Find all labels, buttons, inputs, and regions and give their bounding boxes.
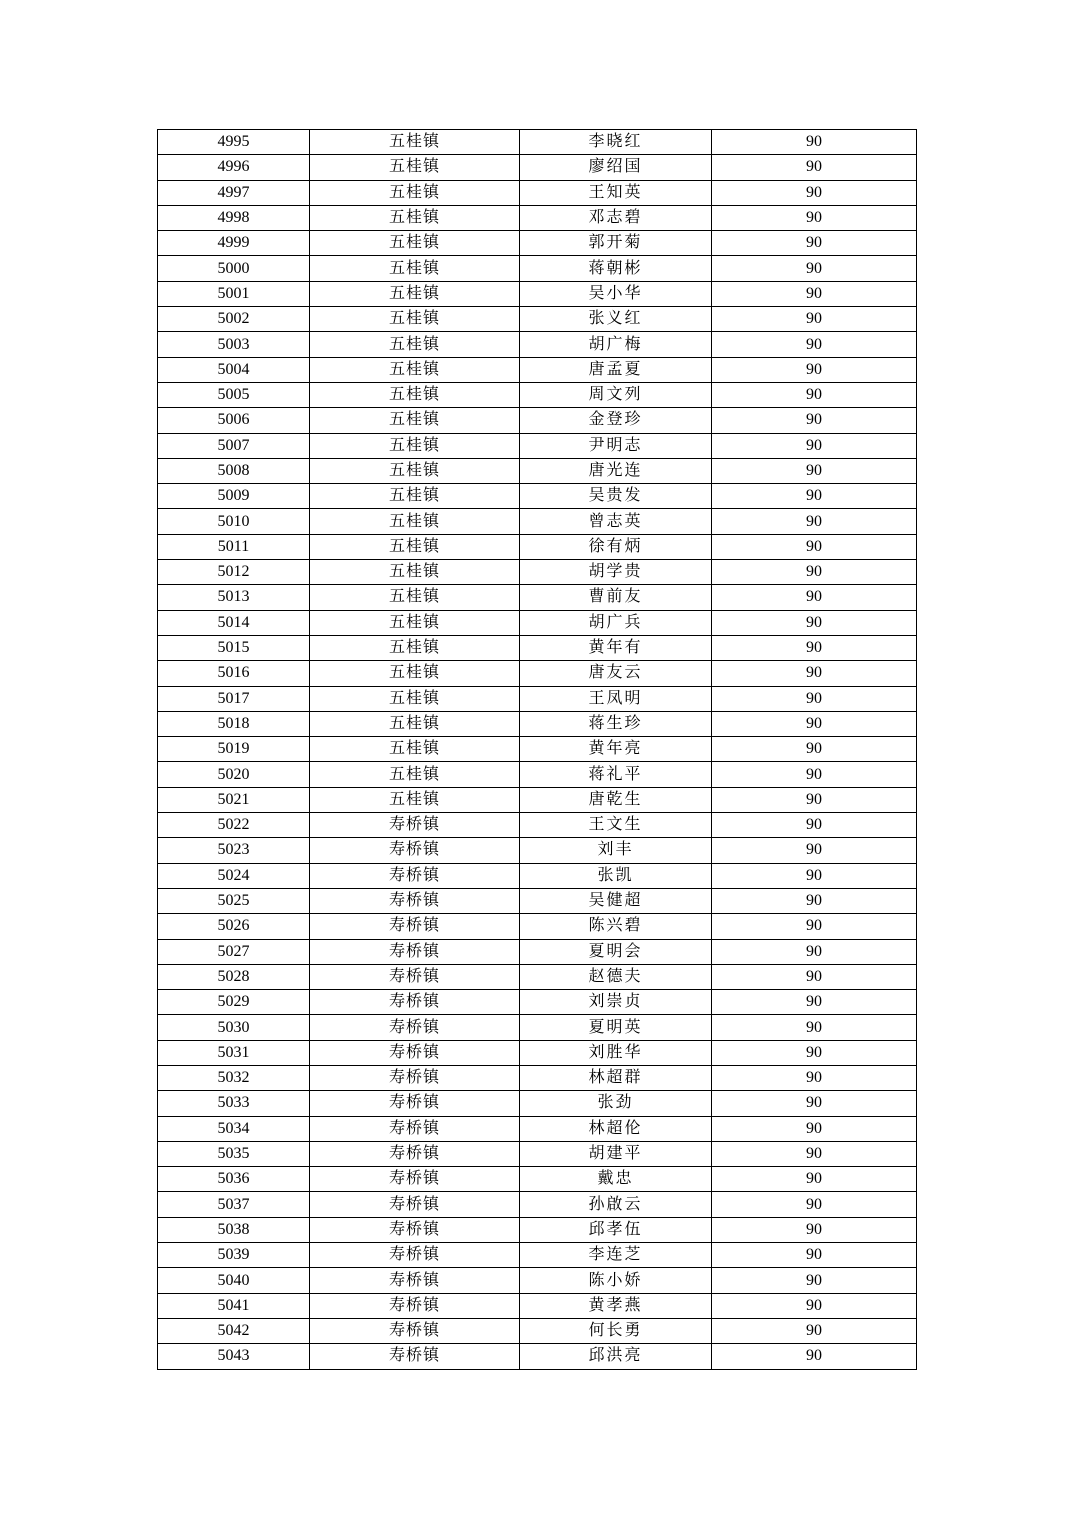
town-cell: 五桂镇 — [310, 408, 520, 433]
amount-cell: 90 — [712, 205, 917, 230]
town-cell: 寿桥镇 — [310, 1065, 520, 1090]
amount-cell: 90 — [712, 1192, 917, 1217]
person-name-cell: 黄年有 — [520, 635, 712, 660]
person-name-cell: 夏明英 — [520, 1015, 712, 1040]
person-name-cell: 张凯 — [520, 863, 712, 888]
amount-cell: 90 — [712, 458, 917, 483]
town-cell: 寿桥镇 — [310, 990, 520, 1015]
amount-cell: 90 — [712, 307, 917, 332]
town-cell: 五桂镇 — [310, 711, 520, 736]
amount-cell: 90 — [712, 1040, 917, 1065]
table-row — [158, 509, 917, 534]
amount-cell: 90 — [712, 357, 917, 382]
amount-cell: 90 — [712, 281, 917, 306]
serial-number-cell: 5033 — [158, 1091, 310, 1116]
person-name-cell: 胡建平 — [520, 1141, 712, 1166]
town-cell: 寿桥镇 — [310, 838, 520, 863]
town-cell: 寿桥镇 — [310, 914, 520, 939]
serial-number-cell: 5018 — [158, 711, 310, 736]
amount-cell: 90 — [712, 787, 917, 812]
person-name-cell: 刘丰 — [520, 838, 712, 863]
person-name-cell: 郭开菊 — [520, 231, 712, 256]
table-row — [158, 307, 917, 332]
town-cell: 五桂镇 — [310, 509, 520, 534]
table-row — [158, 661, 917, 686]
town-cell: 五桂镇 — [310, 737, 520, 762]
amount-cell: 90 — [712, 686, 917, 711]
table-row — [158, 838, 917, 863]
amount-cell: 90 — [712, 484, 917, 509]
serial-number-cell: 5040 — [158, 1268, 310, 1293]
amount-cell: 90 — [712, 256, 917, 281]
serial-number-cell: 5004 — [158, 357, 310, 382]
serial-number-cell: 5014 — [158, 610, 310, 635]
serial-number-cell: 5039 — [158, 1243, 310, 1268]
town-cell: 五桂镇 — [310, 585, 520, 610]
amount-cell: 90 — [712, 964, 917, 989]
person-name-cell: 王知英 — [520, 180, 712, 205]
amount-cell: 90 — [712, 939, 917, 964]
table-row — [158, 1318, 917, 1343]
serial-number-cell: 5025 — [158, 888, 310, 913]
table-row — [158, 787, 917, 812]
serial-number-cell: 5023 — [158, 838, 310, 863]
amount-cell: 90 — [712, 1344, 917, 1369]
amount-cell: 90 — [712, 1268, 917, 1293]
amount-cell: 90 — [712, 990, 917, 1015]
serial-number-cell: 5041 — [158, 1293, 310, 1318]
town-cell: 寿桥镇 — [310, 863, 520, 888]
table-row — [158, 1217, 917, 1242]
amount-cell: 90 — [712, 332, 917, 357]
amount-cell: 90 — [712, 433, 917, 458]
person-name-cell: 蒋礼平 — [520, 762, 712, 787]
amount-cell: 90 — [712, 711, 917, 736]
amount-cell: 90 — [712, 838, 917, 863]
table-row — [158, 281, 917, 306]
town-cell: 寿桥镇 — [310, 1217, 520, 1242]
town-cell: 五桂镇 — [310, 534, 520, 559]
serial-number-cell: 5031 — [158, 1040, 310, 1065]
amount-cell: 90 — [712, 1167, 917, 1192]
town-cell: 寿桥镇 — [310, 1192, 520, 1217]
town-cell: 寿桥镇 — [310, 813, 520, 838]
person-name-cell: 李晓红 — [520, 130, 712, 155]
person-name-cell: 刘胜华 — [520, 1040, 712, 1065]
amount-cell: 90 — [712, 1015, 917, 1040]
table-row — [158, 863, 917, 888]
person-name-cell: 陈兴碧 — [520, 914, 712, 939]
town-cell: 寿桥镇 — [310, 1040, 520, 1065]
table-row — [158, 1167, 917, 1192]
town-cell: 寿桥镇 — [310, 1091, 520, 1116]
serial-number-cell: 5009 — [158, 484, 310, 509]
amount-cell: 90 — [712, 610, 917, 635]
amount-cell: 90 — [712, 560, 917, 585]
amount-cell: 90 — [712, 1141, 917, 1166]
serial-number-cell: 5021 — [158, 787, 310, 812]
person-name-cell: 蒋生珍 — [520, 711, 712, 736]
table-row — [158, 256, 917, 281]
person-name-cell: 金登珍 — [520, 408, 712, 433]
amount-cell: 90 — [712, 1318, 917, 1343]
table-row — [158, 1141, 917, 1166]
person-name-cell: 刘崇贞 — [520, 990, 712, 1015]
person-name-cell: 曹前友 — [520, 585, 712, 610]
table-row — [158, 635, 917, 660]
town-cell: 寿桥镇 — [310, 1243, 520, 1268]
table-row — [158, 1293, 917, 1318]
table-row — [158, 1065, 917, 1090]
person-name-cell: 林超伦 — [520, 1116, 712, 1141]
serial-number-cell: 5019 — [158, 737, 310, 762]
town-cell: 寿桥镇 — [310, 1167, 520, 1192]
person-name-cell: 邱洪亮 — [520, 1344, 712, 1369]
table-row — [158, 888, 917, 913]
person-name-cell: 吴健超 — [520, 888, 712, 913]
amount-cell: 90 — [712, 737, 917, 762]
serial-number-cell: 5027 — [158, 939, 310, 964]
person-name-cell: 尹明志 — [520, 433, 712, 458]
table-row — [158, 408, 917, 433]
town-cell: 寿桥镇 — [310, 888, 520, 913]
person-name-cell: 吴小华 — [520, 281, 712, 306]
person-name-cell: 李连芝 — [520, 1243, 712, 1268]
serial-number-cell: 5012 — [158, 560, 310, 585]
town-cell: 五桂镇 — [310, 256, 520, 281]
serial-number-cell: 5032 — [158, 1065, 310, 1090]
table-row — [158, 231, 917, 256]
serial-number-cell: 5030 — [158, 1015, 310, 1040]
person-name-cell: 徐有炳 — [520, 534, 712, 559]
serial-number-cell: 5006 — [158, 408, 310, 433]
amount-cell: 90 — [712, 813, 917, 838]
town-cell: 五桂镇 — [310, 281, 520, 306]
person-name-cell: 王凤明 — [520, 686, 712, 711]
person-name-cell: 唐友云 — [520, 661, 712, 686]
town-cell: 五桂镇 — [310, 307, 520, 332]
town-cell: 五桂镇 — [310, 560, 520, 585]
serial-number-cell: 5015 — [158, 635, 310, 660]
town-cell: 寿桥镇 — [310, 964, 520, 989]
person-name-cell: 唐孟夏 — [520, 357, 712, 382]
serial-number-cell: 5000 — [158, 256, 310, 281]
person-name-cell: 张义红 — [520, 307, 712, 332]
table-row — [158, 990, 917, 1015]
amount-cell: 90 — [712, 231, 917, 256]
town-cell: 寿桥镇 — [310, 1141, 520, 1166]
table-row — [158, 813, 917, 838]
amount-cell: 90 — [712, 863, 917, 888]
person-name-cell: 张劲 — [520, 1091, 712, 1116]
town-cell: 五桂镇 — [310, 433, 520, 458]
serial-number-cell: 5024 — [158, 863, 310, 888]
town-cell: 五桂镇 — [310, 357, 520, 382]
town-cell: 五桂镇 — [310, 762, 520, 787]
serial-number-cell: 5001 — [158, 281, 310, 306]
amount-cell: 90 — [712, 1243, 917, 1268]
amount-cell: 90 — [712, 180, 917, 205]
serial-number-cell: 5022 — [158, 813, 310, 838]
town-cell: 五桂镇 — [310, 130, 520, 155]
person-name-cell: 吴贵发 — [520, 484, 712, 509]
serial-number-cell: 5011 — [158, 534, 310, 559]
table-row — [158, 1015, 917, 1040]
amount-cell: 90 — [712, 1293, 917, 1318]
amount-cell: 90 — [712, 661, 917, 686]
town-cell: 寿桥镇 — [310, 1015, 520, 1040]
town-cell: 五桂镇 — [310, 180, 520, 205]
town-cell: 寿桥镇 — [310, 1318, 520, 1343]
person-name-cell: 王文生 — [520, 813, 712, 838]
amount-cell: 90 — [712, 888, 917, 913]
table-row — [158, 484, 917, 509]
table-row — [158, 711, 917, 736]
table-row — [158, 357, 917, 382]
amount-cell: 90 — [712, 1217, 917, 1242]
town-cell: 寿桥镇 — [310, 1293, 520, 1318]
serial-number-cell: 5035 — [158, 1141, 310, 1166]
amount-cell: 90 — [712, 1091, 917, 1116]
serial-number-cell: 5017 — [158, 686, 310, 711]
serial-number-cell: 5010 — [158, 509, 310, 534]
serial-number-cell: 4997 — [158, 180, 310, 205]
serial-number-cell: 5005 — [158, 382, 310, 407]
serial-number-cell: 5007 — [158, 433, 310, 458]
person-name-cell: 黄孝燕 — [520, 1293, 712, 1318]
serial-number-cell: 5008 — [158, 458, 310, 483]
amount-cell: 90 — [712, 1116, 917, 1141]
amount-cell: 90 — [712, 534, 917, 559]
serial-number-cell: 5036 — [158, 1167, 310, 1192]
town-cell: 五桂镇 — [310, 484, 520, 509]
table-row — [158, 1040, 917, 1065]
serial-number-cell: 4996 — [158, 155, 310, 180]
serial-number-cell: 5003 — [158, 332, 310, 357]
table-row — [158, 914, 917, 939]
person-name-cell: 林超群 — [520, 1065, 712, 1090]
person-name-cell: 胡广梅 — [520, 332, 712, 357]
amount-cell: 90 — [712, 914, 917, 939]
table-row — [158, 560, 917, 585]
roster-table — [157, 129, 917, 1370]
table-row — [158, 686, 917, 711]
town-cell: 五桂镇 — [310, 332, 520, 357]
table-row — [158, 1192, 917, 1217]
serial-number-cell: 5020 — [158, 762, 310, 787]
table-row — [158, 737, 917, 762]
town-cell: 五桂镇 — [310, 635, 520, 660]
amount-cell: 90 — [712, 130, 917, 155]
roster-table-body — [158, 130, 917, 1370]
table-row — [158, 155, 917, 180]
serial-number-cell: 4995 — [158, 130, 310, 155]
amount-cell: 90 — [712, 155, 917, 180]
person-name-cell: 廖绍国 — [520, 155, 712, 180]
person-name-cell: 胡广兵 — [520, 610, 712, 635]
serial-number-cell: 5034 — [158, 1116, 310, 1141]
amount-cell: 90 — [712, 635, 917, 660]
amount-cell: 90 — [712, 408, 917, 433]
amount-cell: 90 — [712, 762, 917, 787]
person-name-cell: 蒋朝彬 — [520, 256, 712, 281]
town-cell: 寿桥镇 — [310, 939, 520, 964]
serial-number-cell: 5038 — [158, 1217, 310, 1242]
town-cell: 五桂镇 — [310, 686, 520, 711]
table-row — [158, 382, 917, 407]
serial-number-cell: 5037 — [158, 1192, 310, 1217]
person-name-cell: 唐光连 — [520, 458, 712, 483]
serial-number-cell: 5002 — [158, 307, 310, 332]
table-row — [158, 1344, 917, 1369]
serial-number-cell: 5029 — [158, 990, 310, 1015]
table-row — [158, 205, 917, 230]
town-cell: 五桂镇 — [310, 610, 520, 635]
person-name-cell: 邱孝伍 — [520, 1217, 712, 1242]
town-cell: 五桂镇 — [310, 155, 520, 180]
person-name-cell: 邓志碧 — [520, 205, 712, 230]
person-name-cell: 周文列 — [520, 382, 712, 407]
serial-number-cell: 5026 — [158, 914, 310, 939]
person-name-cell: 何长勇 — [520, 1318, 712, 1343]
table-row — [158, 1116, 917, 1141]
table-row — [158, 939, 917, 964]
serial-number-cell: 5013 — [158, 585, 310, 610]
town-cell: 五桂镇 — [310, 661, 520, 686]
table-row — [158, 585, 917, 610]
person-name-cell: 曾志英 — [520, 509, 712, 534]
amount-cell: 90 — [712, 509, 917, 534]
serial-number-cell: 5028 — [158, 964, 310, 989]
table-row — [158, 332, 917, 357]
table-row — [158, 610, 917, 635]
serial-number-cell: 4998 — [158, 205, 310, 230]
person-name-cell: 孙啟云 — [520, 1192, 712, 1217]
person-name-cell: 胡学贵 — [520, 560, 712, 585]
serial-number-cell: 4999 — [158, 231, 310, 256]
table-row — [158, 1243, 917, 1268]
town-cell: 寿桥镇 — [310, 1268, 520, 1293]
town-cell: 五桂镇 — [310, 787, 520, 812]
town-cell: 五桂镇 — [310, 205, 520, 230]
person-name-cell: 陈小娇 — [520, 1268, 712, 1293]
person-name-cell: 黄年亮 — [520, 737, 712, 762]
amount-cell: 90 — [712, 585, 917, 610]
table-row — [158, 964, 917, 989]
serial-number-cell: 5043 — [158, 1344, 310, 1369]
town-cell: 五桂镇 — [310, 382, 520, 407]
amount-cell: 90 — [712, 1065, 917, 1090]
table-row — [158, 458, 917, 483]
amount-cell: 90 — [712, 382, 917, 407]
town-cell: 寿桥镇 — [310, 1344, 520, 1369]
table-row — [158, 130, 917, 155]
town-cell: 五桂镇 — [310, 458, 520, 483]
person-name-cell: 赵德夫 — [520, 964, 712, 989]
person-name-cell: 戴忠 — [520, 1167, 712, 1192]
table-row — [158, 433, 917, 458]
town-cell: 寿桥镇 — [310, 1116, 520, 1141]
table-row — [158, 762, 917, 787]
serial-number-cell: 5042 — [158, 1318, 310, 1343]
table-row — [158, 1091, 917, 1116]
serial-number-cell: 5016 — [158, 661, 310, 686]
table-row — [158, 1268, 917, 1293]
person-name-cell: 夏明会 — [520, 939, 712, 964]
person-name-cell: 唐乾生 — [520, 787, 712, 812]
table-row — [158, 534, 917, 559]
town-cell: 五桂镇 — [310, 231, 520, 256]
table-row — [158, 180, 917, 205]
